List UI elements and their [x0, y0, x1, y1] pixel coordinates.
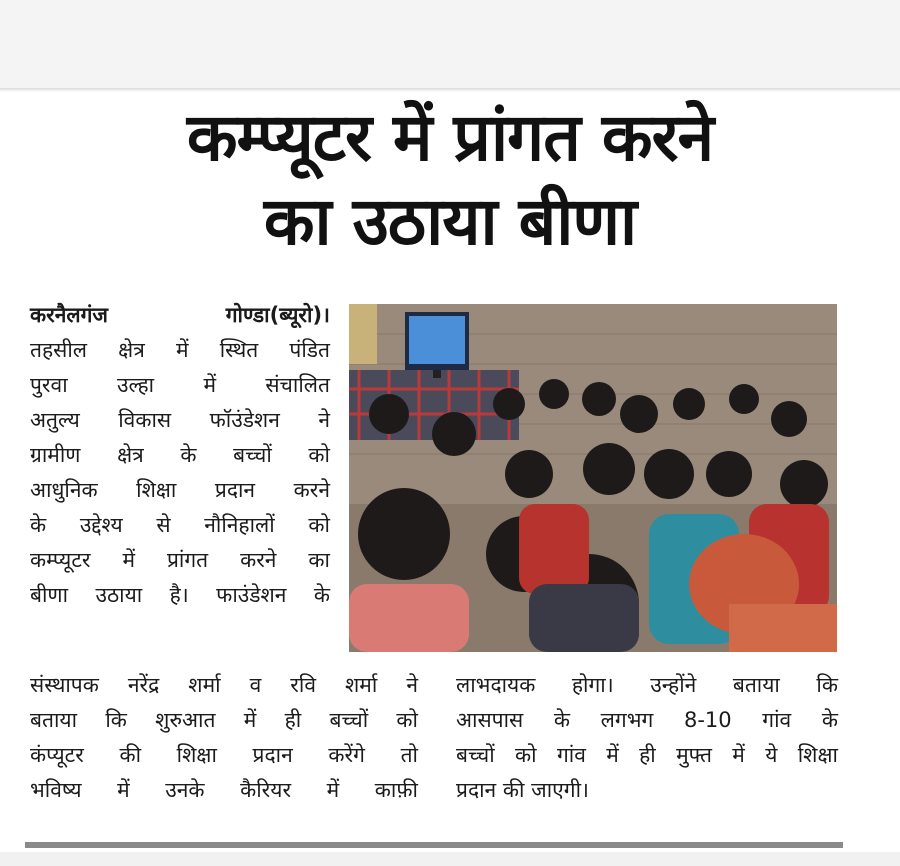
body-line: पुरवा उल्हा में संचालित: [30, 373, 330, 397]
body-line: कम्प्यूटर में प्रांगत करने का: [30, 548, 330, 572]
body-line: प्रदान की जाएगी।: [456, 778, 589, 802]
screenshot-top-band: [0, 0, 900, 88]
article-bottom-right-column: [456, 668, 838, 808]
body-line: संस्थापक नरेंद्र शर्मा व रवि शर्मा ने: [30, 673, 418, 697]
bottom-divider: [25, 842, 843, 848]
body-line: आधुनिक शिक्षा प्रदान करने: [30, 478, 330, 502]
screenshot-bottom-band: [0, 852, 900, 866]
body-line: लाभदायक होगा। उन्होंने बताया कि: [456, 673, 838, 697]
body-line: भविष्य में उनके कैरियर में काफ़ी: [30, 778, 418, 802]
news-photo-classroom: [349, 304, 837, 652]
article-bottom-left-column: [30, 668, 418, 808]
classroom-illustration: [349, 304, 837, 652]
headline-line-2: का उठाया बीणा: [263, 183, 637, 260]
body-line: अतुल्य विकास फॉउंडेशन ने: [30, 408, 330, 432]
top-divider: [0, 88, 900, 92]
body-line: कंप्यूटर की शिक्षा प्रदान करेंगे तो: [30, 743, 418, 767]
body-line: तहसील क्षेत्र में स्थित पंडित: [30, 338, 330, 362]
body-line: ग्रामीण क्षेत्र के बच्चों को: [30, 443, 330, 467]
body-line: बच्चों को गांव में ही मुफ्त में ये शिक्षा: [456, 743, 838, 767]
headline-line-1: कम्प्यूटर में प्रांगत करने: [186, 99, 714, 176]
body-line: बीणा उठाया है। फाउंडेशन के: [30, 583, 330, 607]
body-line: आसपास के लगभग 8-10 गांव के: [456, 708, 838, 732]
body-line: के उद्देश्य से नौनिहालों को: [30, 513, 330, 537]
article-left-column: [30, 298, 330, 613]
article-headline: [0, 96, 900, 264]
article-dateline: करनैलगंज गोण्डा(ब्यूरो)।: [30, 303, 330, 327]
body-line: बताया कि शुरुआत में ही बच्चों को: [30, 708, 418, 732]
